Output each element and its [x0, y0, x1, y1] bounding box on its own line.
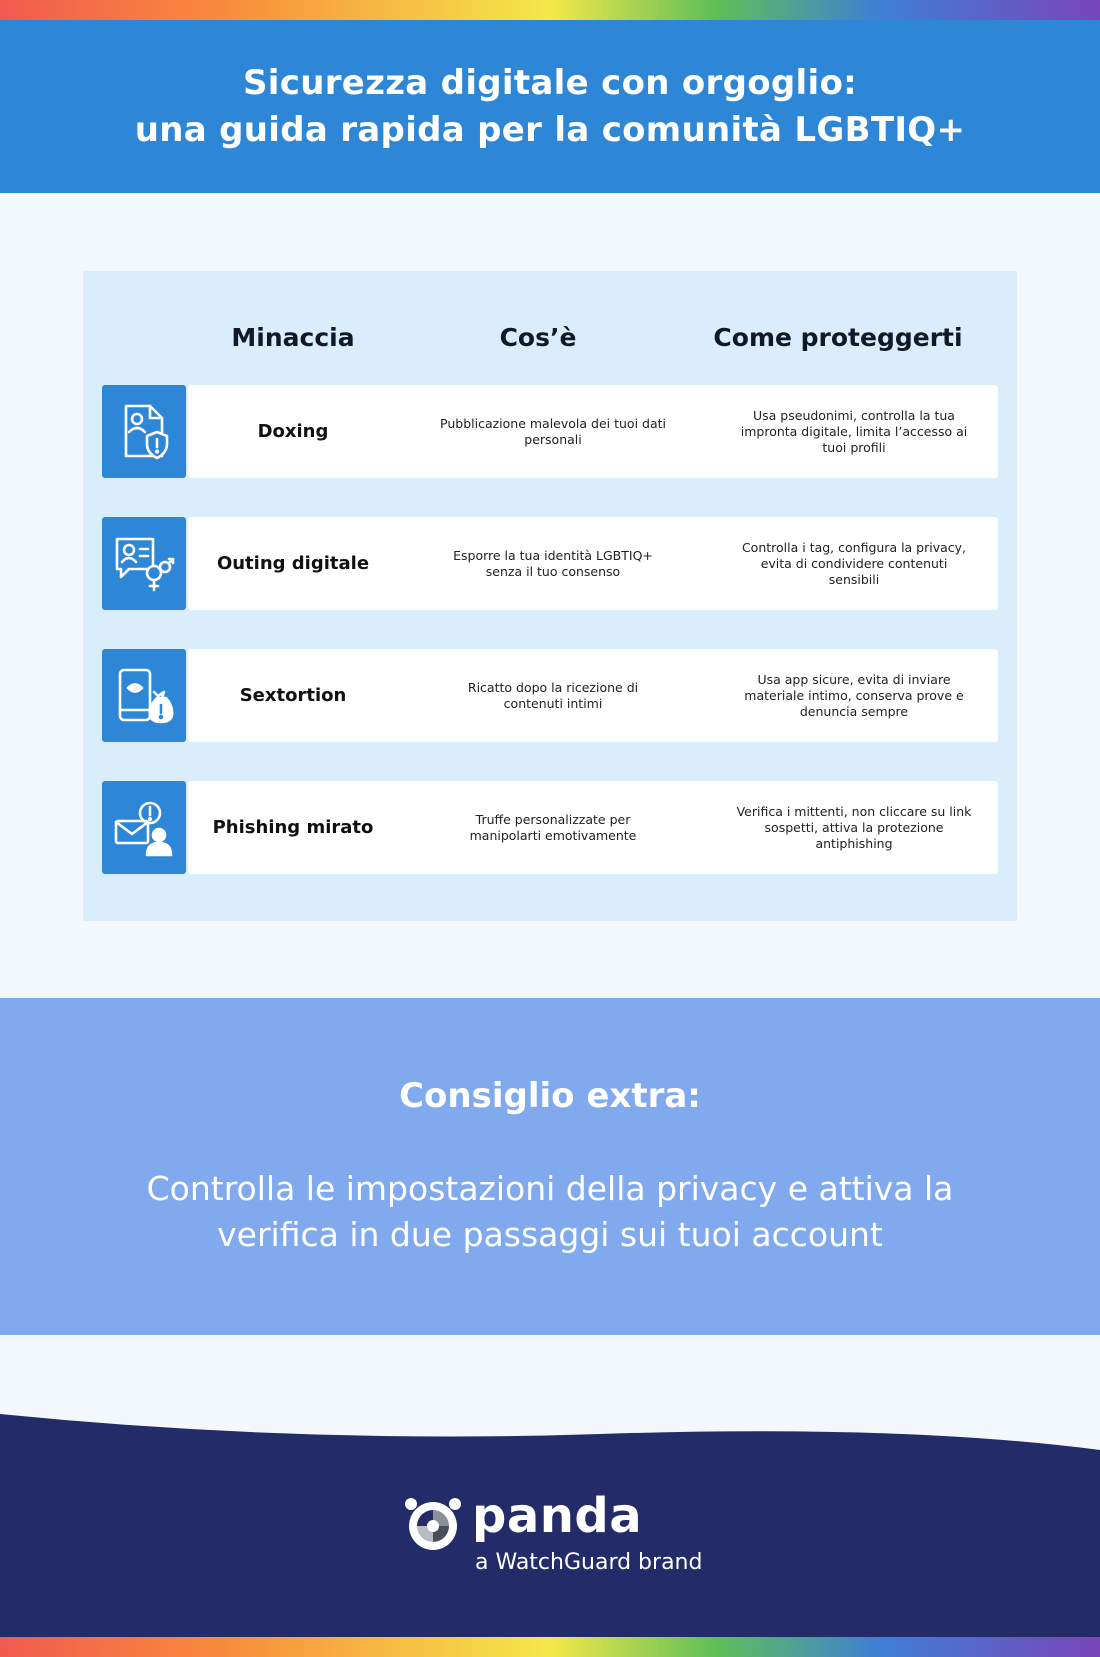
rainbow-stripe-top: [0, 0, 1100, 20]
panda-logo: [404, 1488, 704, 1586]
row-card: [188, 517, 998, 610]
threat-name: Outing digitale: [216, 553, 370, 574]
panda-mark-icon: [404, 1496, 462, 1552]
threats-table: [83, 271, 1017, 921]
phone-money-bag-icon: [102, 649, 186, 742]
page-title-line-1: Sicurezza digitale con orgoglio:: [243, 62, 857, 103]
protection-advice: Usa app sicure, evita di inviare materiale intimo, conserva prove e denuncia sempre: [744, 671, 964, 719]
table-row-phishing: [102, 781, 998, 874]
page-header: [0, 20, 1100, 193]
footer: [0, 1410, 1100, 1637]
threat-name: Sextortion: [239, 685, 347, 706]
threat-description: Esporre la tua identità LGBTIQ+ senza il tuo consenso: [453, 547, 653, 579]
extra-tip-banner: [0, 998, 1100, 1335]
threat-name: Doxing: [257, 421, 329, 442]
row-card: [188, 649, 998, 742]
column-header-how: Come proteggerti: [713, 323, 963, 352]
threat-description: Truffe personalizzate per manipolarti emotivamente: [469, 811, 637, 843]
page-title-line-2: una guida rapida per la comunità LGBTIQ+: [134, 109, 966, 150]
table-row-doxing: [102, 385, 998, 478]
protection-advice: Controlla i tag, configura la privacy, evita di condividere contenuti sensibili: [741, 539, 967, 587]
table-row-sextortion: [102, 649, 998, 742]
brand-tagline: a WatchGuard brand: [475, 1550, 703, 1575]
mail-alert-person-icon: [102, 781, 186, 874]
threat-description: Pubblicazione malevola dei tuoi dati personali: [440, 415, 666, 447]
protection-advice: Verifica i mittenti, non cliccare su link sospetti, attiva la protezione antiphishing: [736, 803, 972, 851]
row-card: [188, 781, 998, 874]
brand-name: panda: [472, 1488, 643, 1544]
profile-gender-icon: [102, 517, 186, 610]
column-header-threat: Minaccia: [231, 323, 355, 352]
rainbow-stripe-bottom: [0, 1637, 1100, 1657]
tip-title: Consiglio extra:: [399, 1076, 701, 1116]
threat-name: Phishing mirato: [212, 817, 374, 838]
document-shield-icon: [102, 385, 186, 478]
threat-description: Ricatto dopo la ricezione di contenuti intimi: [467, 679, 639, 711]
protection-advice: Usa pseudonimi, controlla la tua impronta digitale, limita l’accesso ai tuoi profili: [740, 407, 968, 455]
row-card: [188, 385, 998, 478]
table-row-outing: [102, 517, 998, 610]
tip-text: Controlla le impostazioni della privacy e attiva la verifica in due passaggi sui tuoi account: [146, 1169, 954, 1254]
column-header-what: Cos’è: [499, 323, 577, 352]
